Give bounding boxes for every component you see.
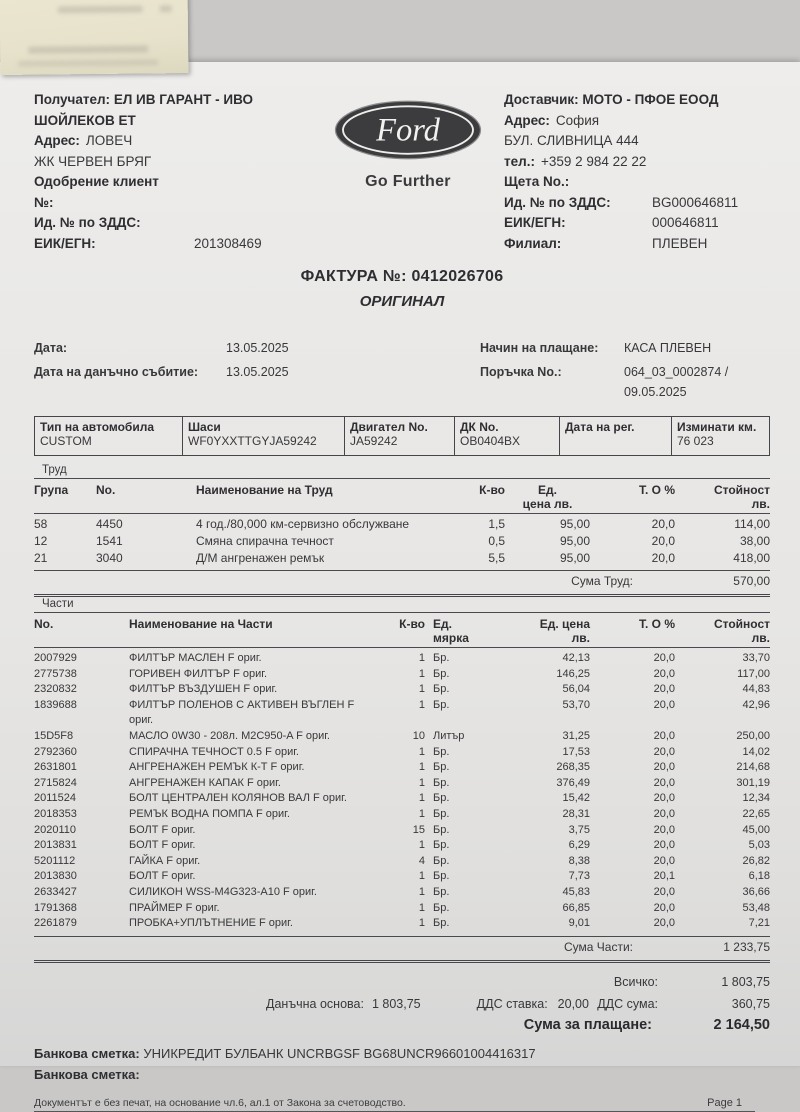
recipient-vat-label: Ид. № по ЗДДС: [34, 215, 141, 230]
parts-row [34, 916, 770, 932]
part-to-cell: 20,0 [653, 823, 675, 836]
part-price-cell: 42,13 [562, 652, 590, 664]
part-unit-cell: Бр. [433, 901, 450, 914]
labor-total-value: 570,00 [733, 574, 770, 588]
part-no-cell: 2715824 [34, 776, 77, 789]
part-no-cell: 2013831 [34, 839, 77, 852]
part-price-cell: 45,83 [562, 885, 590, 898]
part-name-cell: БОЛТ ЦЕНТРАЛЕН КОЛЯНОВ ВАЛ F ориг. [129, 792, 347, 805]
parts-row [34, 745, 770, 761]
part-no-cell: 2007929 [34, 652, 77, 664]
note-smudge [18, 59, 158, 66]
parts-total-row [34, 937, 770, 958]
part-price-cell: 53,70 [562, 698, 590, 711]
labor-to-cell: 20,0 [651, 534, 675, 548]
part-unit-cell: Бр. [433, 652, 450, 664]
supplier-block [496, 90, 770, 254]
labor-to-cell: 20,0 [651, 517, 675, 531]
part-qty-cell: 1 [418, 667, 425, 680]
date-row: Дата: 13.05.2025 [34, 336, 480, 360]
invoice-subtitle: ОРИГИНАЛ [359, 293, 445, 310]
part-to-cell: 20,0 [653, 761, 675, 774]
part-no-cell: 2018353 [34, 807, 77, 820]
parts-row [34, 807, 770, 823]
bank-account-value: УНИКРЕДИТ БУЛБАНК UNCRBGSF BG68UNCR96601004416317 [143, 1045, 536, 1061]
part-price-cell: 8,38 [568, 854, 590, 867]
vehicle-value: CUSTOM [40, 434, 92, 448]
parts-section-label: Части [42, 598, 74, 610]
part-unit-cell: Бр. [433, 745, 450, 758]
part-unit-cell: Бр. [433, 761, 450, 774]
vehicle-value: OB0404BX [460, 434, 521, 448]
part-no-cell: 2633427 [34, 885, 77, 898]
parts-row [34, 869, 770, 885]
part-unit-cell: Бр. [433, 885, 450, 898]
parts-row [34, 698, 770, 729]
part-to-cell: 20,0 [653, 683, 675, 696]
labor-no-cell: 3040 [96, 551, 123, 565]
vehicle-value: JA59242 [350, 434, 398, 448]
vehicle-header: Шаси [188, 420, 221, 434]
order-value2: 09.05.2025 [624, 385, 687, 399]
part-value-cell: 6,18 [748, 870, 770, 883]
part-no-cell: 2631801 [34, 761, 77, 774]
svg-text:Ford: Ford [376, 112, 440, 149]
recipient-name [34, 90, 320, 131]
part-qty-cell: 1 [418, 901, 425, 914]
labor-group-cell: 58 [34, 517, 48, 531]
part-name-cell: МАСЛО 0W30 - 208л. M2C950-A F ориг. [129, 729, 330, 742]
supplier-branch-value: ПЛЕВЕН [652, 235, 708, 251]
recipient-value: ЕЛ ИВ ГАРАНТ - ИВО ШОЙЛЕКОВ ЕТ [34, 92, 253, 128]
recipient-eik-value: 201308469 [194, 235, 262, 251]
parts-row [34, 729, 770, 745]
bank-account-row: Банкова сметка: УНИКРЕДИТ БУЛБАНК UNCRBGSF BG68UNCR96601004416317 [34, 1045, 536, 1061]
part-qty-cell: 1 [418, 761, 425, 774]
labor-price-cell: 95,00 [559, 534, 590, 548]
supplier-name: Доставчик: МОТО - ПФОЕ ЕООД [504, 92, 719, 107]
grand-total-value: 1 803,75 [721, 974, 770, 989]
part-price-cell: 3,75 [568, 823, 590, 836]
part-qty-cell: 1 [418, 792, 425, 805]
part-no-cell: 5201112 [34, 854, 76, 867]
labor-price-cell: 95,00 [559, 517, 590, 531]
part-price-cell: 6,29 [568, 839, 590, 852]
part-qty-cell: 1 [418, 870, 425, 883]
grand-total-label: Всичко: [613, 974, 658, 989]
part-qty-cell: 1 [418, 839, 425, 852]
parts-row [34, 901, 770, 917]
part-price-cell: 268,35 [556, 761, 590, 774]
part-name-cell: БОЛТ F ориг. [129, 823, 196, 836]
parts-rows [34, 648, 770, 936]
part-unit-cell: Бр. [433, 698, 450, 711]
tax-date-value: 13.05.2025 [226, 365, 289, 379]
divider [34, 960, 770, 963]
invoice-title: ФАКТУРА №: 0412026706 [300, 268, 504, 285]
parts-row [34, 854, 770, 870]
labor-value-cell: 418,00 [733, 551, 770, 565]
part-name-cell: ГАЙКА F ориг. [129, 854, 201, 867]
tax-date-row: Дата на данъчно събитие: 13.05.2025 [34, 360, 480, 384]
page-footer [34, 1097, 770, 1109]
parts-total-label: Сума Части: [564, 939, 633, 954]
supplier-address2: БУЛ. СЛИВНИЦА 444 [504, 133, 639, 148]
part-price-cell: 15,42 [562, 792, 590, 805]
parts-row [34, 651, 770, 667]
claim-label: Щета No.: [504, 174, 570, 189]
part-no-cell: 2320832 [34, 683, 77, 696]
payment-value: КАСА ПЛЕВЕН [624, 341, 712, 355]
vehicle-cell [35, 417, 183, 455]
parts-row [34, 760, 770, 776]
part-name-cell: АНГРЕНАЖЕН РЕМЪК К-Т F ориг. [129, 761, 305, 774]
part-value-cell: 214,68 [736, 761, 770, 774]
payment-values [612, 336, 770, 400]
part-to-cell: 20,0 [653, 854, 675, 867]
part-name-cell: ПРОБКА+УПЛЪТНЕНИЕ F ориг. [129, 917, 293, 930]
part-value-cell: 44,83 [742, 683, 770, 696]
part-no-cell: 1791368 [34, 901, 77, 914]
recipient-address: Адрес: ЛОВЕЧ [34, 133, 133, 148]
part-value-cell: 117,00 [737, 667, 770, 680]
part-to-cell: 20,0 [653, 776, 675, 789]
part-unit-cell: Бр. [433, 667, 450, 680]
labor-price-cell: 95,00 [559, 551, 590, 565]
labor-group-cell: 12 [34, 534, 48, 548]
vehicle-header: Изминати км. [677, 420, 757, 434]
part-name-cell: ФИЛТЪР ВЪЗДУШЕН F ориг. [129, 683, 278, 696]
note-smudge [28, 45, 148, 53]
part-to-cell: 20,0 [653, 792, 675, 805]
ford-logo-icon [333, 98, 483, 162]
invoice-page [0, 62, 800, 1109]
labor-section-label: Труд [42, 464, 67, 476]
vehicle-cell [455, 417, 560, 455]
part-name-cell: РЕМЪК ВОДНА ПОМПА F ориг. [129, 807, 290, 820]
part-no-cell: 2020110 [34, 823, 77, 836]
part-unit-cell: Бр. [433, 683, 450, 696]
recipient-block [34, 90, 320, 254]
part-value-cell: 36,66 [742, 885, 770, 898]
invoice-header [34, 90, 770, 254]
supplier-eik-value: 000646811 [652, 215, 719, 230]
part-price-cell: 56,04 [562, 683, 590, 696]
vehicle-cell [345, 417, 455, 455]
vehicle-table [34, 416, 770, 456]
part-value-cell: 7,21 [748, 917, 770, 930]
part-unit-cell: Бр. [433, 917, 450, 930]
part-no-cell: 2011524 [34, 792, 77, 805]
labor-name-cell: Смяна спирачна течност [196, 534, 334, 548]
part-to-cell: 20,0 [653, 901, 675, 914]
part-price-cell: 17,53 [562, 745, 590, 758]
part-value-cell: 12,34 [742, 792, 770, 805]
parts-row [34, 838, 770, 854]
part-price-cell: 146,25 [556, 667, 590, 680]
tax-base-value: 1 803,75 [371, 996, 421, 1011]
part-qty-cell: 1 [418, 917, 425, 930]
labor-qty-cell: 0,5 [488, 534, 505, 548]
labor-row [34, 516, 770, 533]
part-unit-cell: Бр. [433, 776, 450, 789]
amount-due-value: 2 164,50 [713, 1016, 770, 1033]
vat-row [34, 993, 770, 1015]
labor-row [34, 533, 770, 550]
part-qty-cell: 1 [418, 698, 425, 711]
vehicle-value: WF0YXXTTGYJA59242 [188, 434, 317, 448]
date-value: 13.05.2025 [226, 341, 289, 355]
part-name-cell: ГОРИВЕН ФИЛТЪР F ориг. [129, 667, 267, 680]
part-to-cell: 20,0 [653, 807, 675, 820]
note-smudge [160, 5, 172, 12]
parts-row [34, 667, 770, 683]
parts-row [34, 823, 770, 839]
labor-group-cell: 21 [34, 551, 48, 565]
labor-section [34, 463, 770, 597]
amount-due-label: Сума за плащане: [523, 1016, 652, 1033]
labor-total-label: Сума Труд: [571, 574, 633, 588]
meta-dates [34, 336, 480, 400]
vehicle-header: Тип на автомобила [40, 420, 155, 434]
parts-row [34, 791, 770, 807]
vat-sum-label: ДДС сума: [597, 996, 658, 1011]
vehicle-cell [183, 417, 345, 455]
part-price-cell: 376,49 [556, 776, 590, 789]
part-to-cell: 20,0 [653, 839, 675, 852]
sticky-note-paper [0, 0, 188, 75]
vehicle-header: ДК No. [460, 420, 499, 434]
approval-label: Одобрение клиент [34, 174, 159, 189]
labor-total-row [34, 571, 770, 592]
labor-value-cell: 38,00 [739, 534, 770, 548]
part-qty-cell: 15 [412, 823, 425, 836]
parts-total-value: 1 233,75 [723, 939, 770, 954]
tax-base-label: Данъчна основа: [266, 996, 364, 1011]
part-value-cell: 5,03 [748, 839, 770, 852]
invoice-title-block [34, 268, 770, 310]
parts-section [34, 597, 770, 963]
recipient-label: Получател: [34, 92, 111, 107]
labor-qty-cell: 1,5 [488, 517, 505, 531]
part-qty-cell: 1 [418, 652, 425, 664]
part-no-cell: 2261879 [34, 917, 77, 930]
part-value-cell: 42,96 [742, 698, 770, 711]
part-to-cell: 20,0 [653, 885, 675, 898]
vat-rate-label: ДДС ставка: [476, 996, 548, 1011]
part-no-cell: 2775738 [34, 667, 77, 680]
labor-value-cell: 114,00 [734, 517, 770, 531]
part-qty-cell: 1 [418, 885, 425, 898]
part-unit-cell: Бр. [433, 870, 450, 883]
part-name-cell: СПИРАЧНА ТЕЧНОСТ 0.5 F ориг. [129, 745, 299, 758]
labor-rows [34, 514, 770, 570]
vat-sum-value: 360,75 [731, 996, 770, 1011]
part-unit-cell: Литър [433, 729, 465, 742]
supplier-vat-row: Ид. № по ЗДДС: BG000646811 [504, 193, 770, 214]
part-price-cell: 31,25 [562, 729, 590, 742]
supplier-branch-row: Филиал: ПЛЕВЕН [504, 234, 770, 255]
part-value-cell: 250,00 [736, 729, 770, 742]
labor-header-row: Група No. Наименование на Труд К-во Ед. цена лв. Т. О % Стойност лв. [34, 483, 770, 511]
part-qty-cell: 1 [418, 776, 425, 789]
part-no-cell: 1839688 [34, 698, 77, 711]
part-name-cell: БОЛТ F ориг. [129, 870, 196, 883]
labor-name-cell: Д/М ангренажен ремък [196, 551, 325, 565]
labor-to-cell: 20,0 [651, 551, 675, 565]
totals-section [34, 971, 770, 1033]
vehicle-value [565, 434, 667, 451]
grand-total-row [34, 971, 770, 993]
part-name-cell: ФИЛТЪР МАСЛЕН F ориг. [129, 652, 262, 664]
part-price-cell: 66,85 [562, 901, 590, 914]
part-value-cell: 26,82 [742, 854, 770, 867]
part-price-cell: 7,73 [568, 870, 590, 883]
part-value-cell: 22,65 [742, 807, 770, 820]
part-value-cell: 45,00 [742, 823, 770, 836]
part-name-cell: АНГРЕНАЖЕН КАПАК F ориг. [129, 776, 281, 789]
part-to-cell: 20,0 [653, 745, 675, 758]
vat-rate-value: 20,00 [557, 996, 589, 1011]
supplier-phone: тел.: +359 2 984 22 22 [504, 153, 647, 169]
part-unit-cell: Бр. [433, 823, 450, 836]
part-qty-cell: 1 [418, 745, 425, 758]
part-price-cell: 9,01 [568, 917, 590, 930]
bank-section [34, 1043, 770, 1085]
bank-account2-label: Банкова сметка: [34, 1066, 140, 1082]
labor-row [34, 550, 770, 567]
part-to-cell: 20,0 [653, 917, 675, 930]
labor-qty-cell: 5,5 [488, 551, 505, 565]
part-name-cell: ФИЛТЪР ПОЛЕНОВ С АКТИВЕН ВЪГЛЕН F ориг. [129, 698, 355, 727]
labor-no-cell: 1541 [96, 534, 123, 548]
labor-name-cell: 4 год./80,000 км-сервизно обслужване [196, 517, 410, 531]
supplier-vat-value: BG000646811 [652, 194, 739, 210]
meta-payment [480, 336, 770, 400]
part-to-cell: 20,0 [653, 652, 675, 664]
part-to-cell: 20,0 [653, 729, 675, 742]
payment-labels: Начин на плащане: Поръчка No.: [480, 341, 599, 379]
note-smudge [58, 5, 143, 13]
part-value-cell: 14,02 [742, 745, 770, 758]
part-value-cell: 301,19 [736, 776, 770, 789]
part-qty-cell: 1 [418, 683, 425, 696]
part-qty-cell: 1 [418, 807, 425, 820]
supplier-address: Адрес: София [504, 112, 600, 128]
parts-row [34, 682, 770, 698]
vehicle-cell [672, 417, 769, 455]
parts-row [34, 885, 770, 901]
parts-header-row: No. Наименование на Части К-во Ед. мярка Ед. цена лв. Т. О % Стойност лв. [34, 617, 770, 645]
part-to-cell: 20,1 [653, 870, 675, 883]
brand-block [320, 90, 496, 254]
part-unit-cell: Бр. [433, 807, 450, 820]
labor-no-cell: 4450 [96, 517, 123, 531]
part-qty-cell: 4 [418, 854, 425, 867]
approval-label2: №: [34, 194, 54, 210]
part-price-cell: 28,31 [562, 807, 590, 820]
invoice-meta [34, 336, 770, 400]
vehicle-header: Дата на рег. [565, 420, 635, 434]
part-unit-cell: Бр. [433, 839, 450, 852]
part-name-cell: СИЛИКОН WSS-M4G323-A10 F ориг. [129, 885, 317, 898]
part-to-cell: 20,0 [653, 667, 675, 680]
parts-row [34, 776, 770, 792]
brand-tagline: Go Further [365, 173, 451, 190]
part-name-cell: ПРАЙМЕР F ориг. [129, 901, 220, 914]
vehicle-value: 76 023 [677, 434, 714, 448]
vehicle-cell [560, 417, 672, 455]
part-to-cell: 20,0 [653, 698, 675, 711]
part-unit-cell: Бр. [433, 792, 450, 805]
part-no-cell: 15D5F8 [34, 729, 74, 742]
amount-due-row [34, 1017, 770, 1033]
part-no-cell: 2792360 [34, 745, 77, 758]
order-value: 064_03_0002874 / [624, 365, 729, 379]
recipient-address2: ЖК ЧЕРВЕН БРЯГ [34, 153, 152, 169]
vehicle-header: Двигател No. [350, 420, 428, 434]
page-number: Page 1 [707, 1096, 742, 1109]
part-qty-cell: 10 [412, 729, 425, 742]
part-value-cell: 33,70 [742, 652, 770, 664]
footer-note: Документът е без печат, на основание чл.6, ал.1 от Закона за счетоводство. [34, 1096, 406, 1109]
part-no-cell: 2013830 [34, 870, 77, 883]
part-name-cell: БОЛТ F ориг. [129, 839, 196, 852]
part-unit-cell: Бр. [433, 854, 450, 867]
supplier-eik-row: ЕИК/ЕГН: 000646811 [504, 213, 770, 234]
recipient-eik-row: ЕИК/ЕГН: 201308469 [34, 234, 320, 255]
part-value-cell: 53,48 [742, 901, 770, 914]
